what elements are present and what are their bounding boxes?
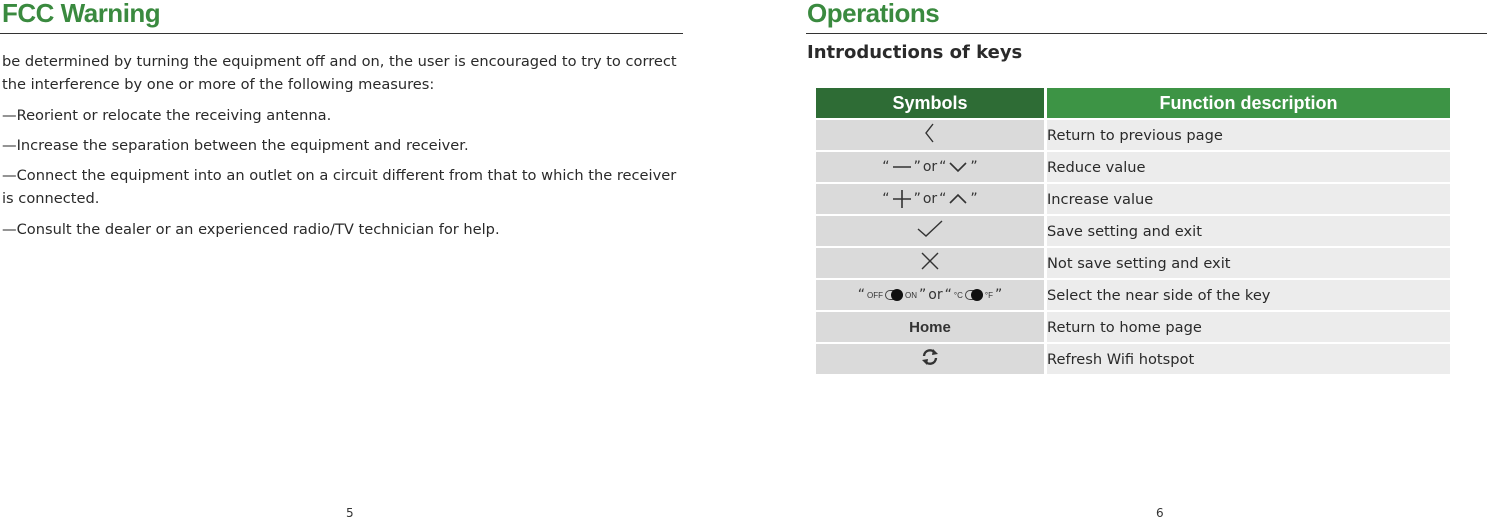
symbol-cell — [816, 248, 1044, 278]
open-quote: “ — [882, 159, 890, 175]
table-row — [816, 248, 1450, 278]
fcc-measure-consult: —Consult the dealer or an experienced radio/TV technician for help. — [2, 221, 500, 238]
fcc-warning-heading: FCC Warning — [2, 0, 161, 28]
or-text: or — [928, 287, 943, 303]
fcc-measure-separation: —Increase the separation between the equipment and receiver. — [2, 137, 469, 154]
on-label: ON — [905, 290, 918, 300]
fcc-paragraph-intro: be determined by turning the equipment off and on, the user is encouraged to try to correct the interference by one or more of the following measures: — [2, 53, 677, 93]
page-number-right: 6 — [1156, 506, 1164, 520]
right-page — [806, 0, 1488, 519]
minus-icon — [892, 161, 912, 173]
table-row — [816, 184, 1450, 214]
open-quote: “ — [857, 287, 866, 303]
function-cell: Return to previous page — [1047, 120, 1450, 150]
function-header: Function description — [1047, 88, 1450, 118]
table-row — [816, 152, 1450, 182]
keys-table — [813, 86, 1453, 376]
home-key-label: Home — [909, 318, 951, 336]
down-chevron-icon — [948, 161, 968, 173]
function-cell: Return to home page — [1047, 312, 1450, 342]
close-quote: ” — [913, 191, 921, 207]
toggle-switch-icon — [885, 290, 903, 300]
checkmark-icon — [916, 219, 944, 239]
symbol-cell — [816, 184, 1044, 214]
operations-heading: Operations — [807, 0, 940, 28]
table-row — [816, 216, 1450, 246]
fcc-measure-outlet: —Connect the equipment into an outlet on a circuit different from that to which the receiver is connected. — [2, 167, 677, 207]
symbol-cell — [816, 344, 1044, 374]
fahrenheit-label: °F — [984, 290, 993, 300]
function-cell: Not save setting and exit — [1047, 248, 1450, 278]
cross-icon — [920, 251, 940, 271]
fcc-measure-reorient: —Reorient or relocate the receiving antenna. — [2, 107, 332, 124]
symbols-header: Symbols — [816, 88, 1044, 118]
function-cell: Increase value — [1047, 184, 1450, 214]
symbol-cell — [816, 152, 1044, 182]
close-quote: ” — [994, 287, 1003, 303]
toggle-switch-icon — [965, 290, 983, 300]
table-row — [816, 344, 1450, 374]
close-quote: ” — [970, 159, 978, 175]
open-quote: “ — [944, 287, 952, 303]
or-text: or — [922, 191, 938, 207]
refresh-icon — [920, 347, 940, 367]
symbol-cell — [816, 312, 1044, 342]
function-cell: Select the near side of the key — [1047, 280, 1450, 310]
celsius-label: °C — [953, 290, 963, 300]
plus-icon — [892, 189, 912, 209]
table-row — [816, 120, 1450, 150]
function-cell: Reduce value — [1047, 152, 1450, 182]
off-label: OFF — [867, 290, 884, 300]
close-quote: ” — [919, 287, 927, 303]
open-quote: “ — [939, 159, 947, 175]
introductions-subheading: Introductions of keys — [807, 42, 1023, 63]
open-quote: “ — [882, 191, 890, 207]
close-quote: ” — [970, 191, 978, 207]
table-header-row — [816, 88, 1450, 118]
up-chevron-icon — [948, 193, 968, 205]
or-text: or — [922, 159, 938, 175]
symbol-cell — [816, 216, 1044, 246]
heading-divider — [806, 33, 1487, 34]
symbol-cell — [816, 120, 1044, 150]
page-number-left: 5 — [346, 506, 354, 520]
open-quote: “ — [939, 191, 947, 207]
function-cell: Save setting and exit — [1047, 216, 1450, 246]
table-row — [816, 312, 1450, 342]
heading-divider — [0, 33, 683, 34]
function-cell: Refresh Wifi hotspot — [1047, 344, 1450, 374]
symbol-cell — [816, 280, 1044, 310]
close-quote: ” — [913, 159, 921, 175]
back-chevron-icon — [923, 122, 937, 144]
left-page — [0, 0, 690, 519]
table-row — [816, 280, 1450, 310]
